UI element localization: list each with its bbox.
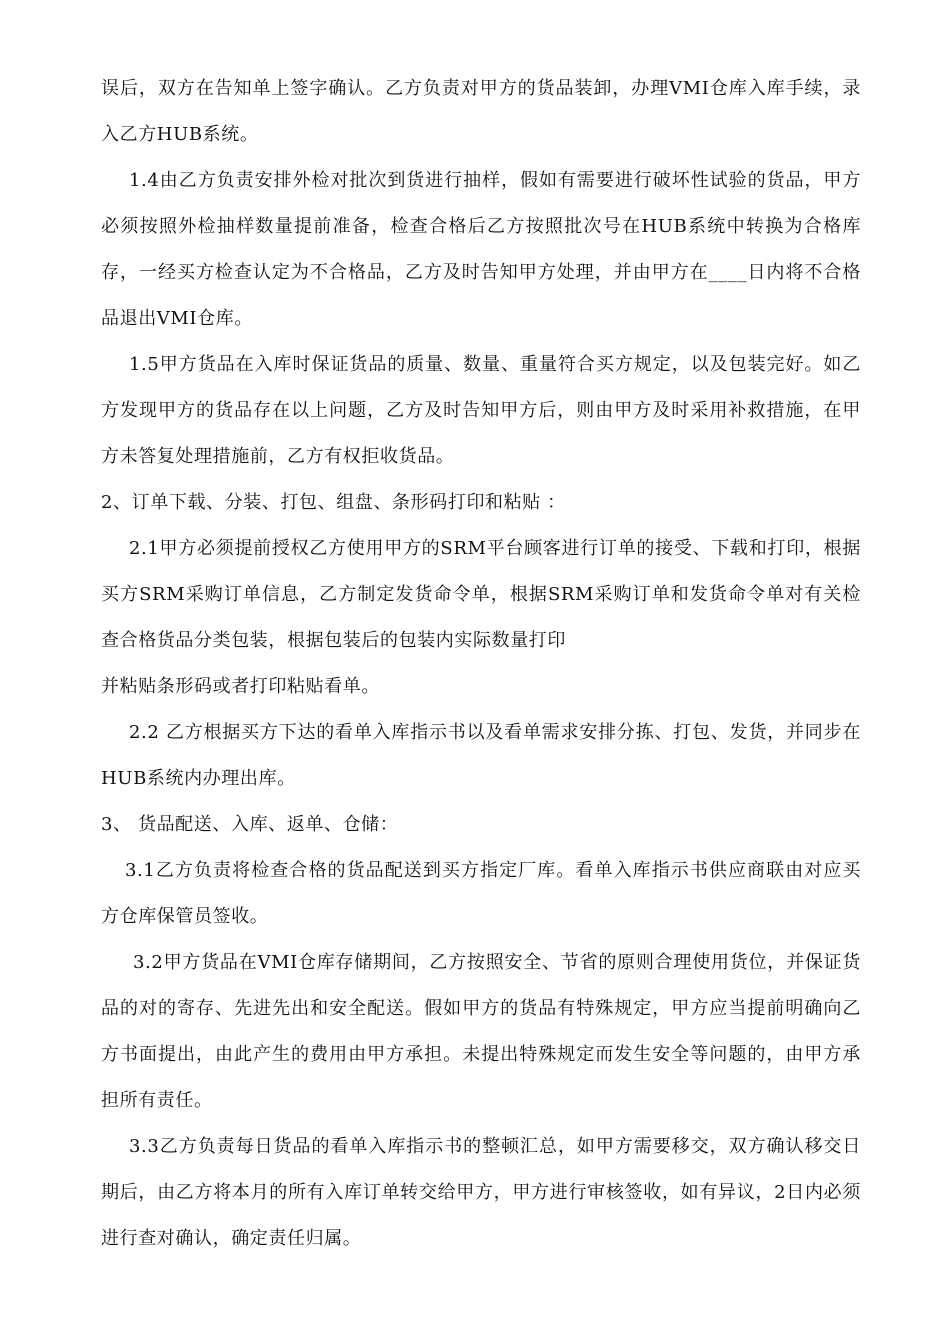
paragraph-3-1: 3.1乙方负责将检查合格的货品配送到买方指定厂库。看单入库指示书供应商联由对应买方仓库保管员签收。 xyxy=(101,860,861,927)
section-heading-2: 2、订单下载、分装、打包、组盘、条形码打印和粘贴 ： xyxy=(101,492,566,513)
paragraph-1-5: 1.5甲方货品在入库时保证货品的质量、数量、重量符合买方规定，以及包装完好。如乙方发现甲方的货品存在以上问题，乙方及时告知甲方后，则由甲方及时采用补救措施，在甲方未答复处理措施前，乙方有权拒收货品。 xyxy=(101,354,861,467)
paragraph-continuation: 误后，双方在告知单上签字确认。乙方负责对甲方的货品装卸，办理VMI仓库入库手续，录入乙方HUB系统。 xyxy=(101,78,861,145)
paragraph-3-3: 3.3乙方负责每日货品的看单入库指示书的整顿汇总，如甲方需要移交，双方确认移交日期后，由乙方将本月的所有入库订单转交给甲方，甲方进行审核签收，如有异议，2日内必须进行查对确认，确定责任归属。 xyxy=(101,1136,861,1249)
paragraph-3-2: 3.2甲方货品在VMI仓库存储期间，乙方按照安全、节省的原则合理使用货位，并保证货品的对的寄存、先进先出和安全配送。假如甲方的货品有特殊规定，甲方应当提前明确向乙方书面提出，由此产生的费用由甲方承担。未提出特殊规定而发生安全等问题的，由甲方承担所有责任。 xyxy=(101,952,861,1111)
section-heading-3: 3、 货品配送、入库、返单、仓储： xyxy=(101,814,399,835)
paragraph-2-1: 2.1甲方必须提前授权乙方使用甲方的SRM平台顾客进行订单的接受、下载和打印，根据买方SRM采购订单信息，乙方制定发货命令单，根据SRM采购订单和发货命令单对有关检查合格货品分类包装，根据包装后的包装内实际数量打印 xyxy=(101,538,861,651)
paragraph-2-2: 2.2 乙方根据买方下达的看单入库指示书以及看单需求安排分拣、打包、发货，并同步在HUB系统内办理出库。 xyxy=(101,722,861,789)
paragraph-1-4: 1.4由乙方负责安排外检对批次到货进行抽样，假如有需要进行破坏性试验的货品，甲方必须按照外检抽样数量提前准备，检查合格后乙方按照批次号在HUB系统中转换为合格库存，一经买方检查认定为不合格品，乙方及时告知甲方处理，并由甲方在____日内将不合格品退出VMI仓库。 xyxy=(101,170,861,329)
document-body xyxy=(101,66,861,1262)
paragraph-2-1-continued: 并粘贴条形码或者打印粘贴看单。 xyxy=(101,676,380,697)
